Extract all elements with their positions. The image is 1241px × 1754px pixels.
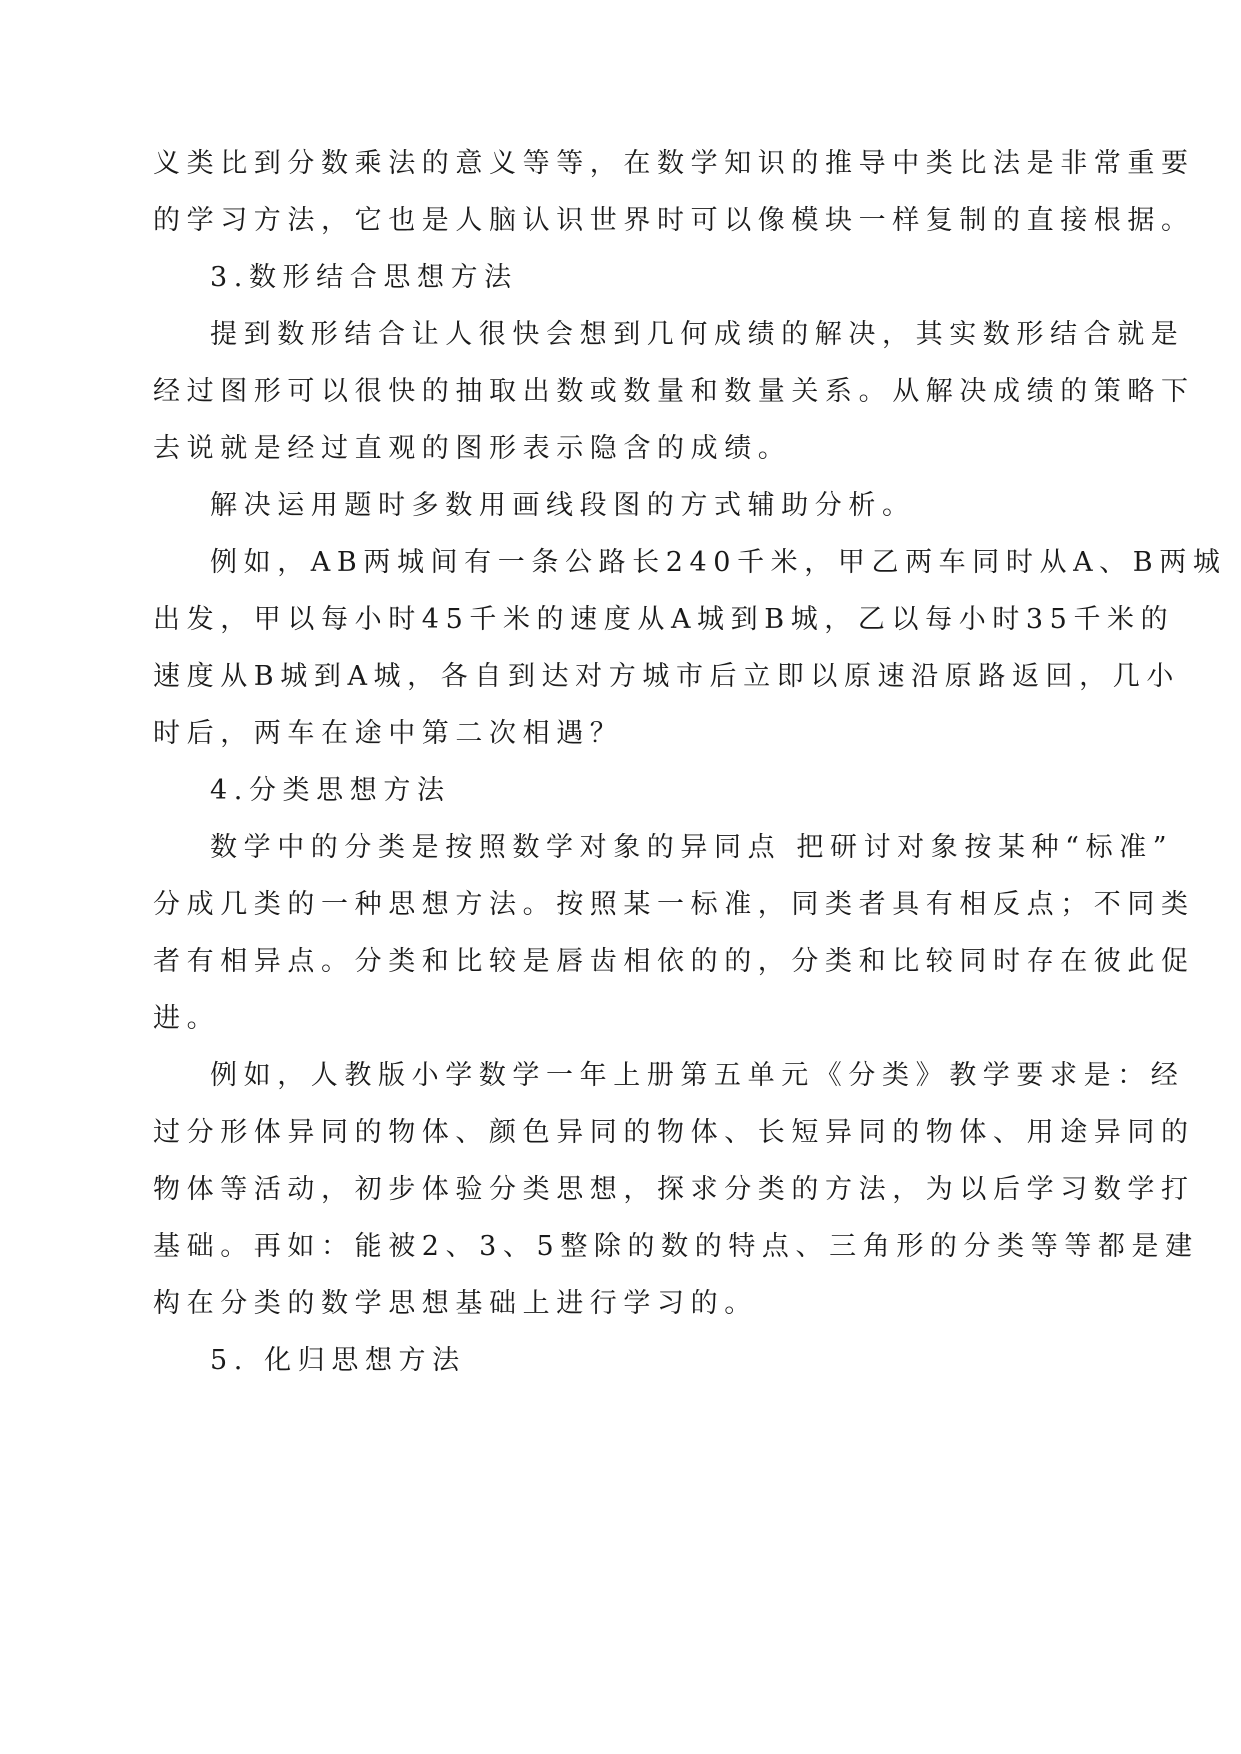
text-line: 时后，两车在途中第二次相遇？	[153, 718, 624, 749]
text-line: 数学中的分类是按照数学对象的异同点 把研讨对象按某种“标准”	[210, 832, 1174, 863]
text-line: 速度从B城到A城，各自到达对方城市后立即以原速沿原路返回，几小	[153, 661, 1180, 692]
section-heading: 3.数形结合思想方法	[210, 262, 518, 293]
text-line: 解决运用题时多数用画线段图的方式辅助分析。	[210, 490, 916, 521]
text-line: 者有相异点。分类和比较是唇齿相依的的，分类和比较同时存在彼此促	[153, 946, 1195, 977]
text-line: 经过图形可以很快的抽取出数或数量和数量关系。从解决成绩的策略下	[153, 376, 1195, 407]
text-line: 物体等活动，初步体验分类思想，探求分类的方法，为以后学习数学打	[153, 1174, 1195, 1205]
section-heading: 4.分类思想方法	[210, 775, 451, 806]
text-line: 构在分类的数学思想基础上进行学习的。	[153, 1288, 758, 1319]
text-line: 出发，甲以每小时45千米的速度从A城到B城，乙以每小时35千米的	[153, 604, 1175, 635]
text-line: 例如，AB两城间有一条公路长240千米，甲乙两车同时从A、B两城	[210, 547, 1227, 578]
text-line: 分成几类的一种思想方法。按照某一标准，同类者具有相反点；不同类	[153, 889, 1195, 920]
text-line: 例如，人教版小学数学一年上册第五单元《分类》教学要求是：经	[210, 1060, 1185, 1091]
text-line: 去说就是经过直观的图形表示隐含的成绩。	[153, 433, 792, 464]
section-heading: 5. 化归思想方法	[210, 1345, 466, 1376]
text-line: 基础。再如：能被2、3、5整除的数的特点、三角形的分类等等都是建	[153, 1231, 1199, 1262]
text-line: 义类比到分数乘法的意义等等，在数学知识的推导中类比法是非常重要	[153, 148, 1195, 179]
text-line: 过分形体异同的物体、颜色异同的物体、长短异同的物体、用途异同的	[153, 1117, 1195, 1148]
text-line: 提到数形结合让人很快会想到几何成绩的解决，其实数形结合就是	[210, 319, 1185, 350]
text-line: 的学习方法，它也是人脑认识世界时可以像模块一样复制的直接根据。	[153, 205, 1195, 236]
text-line: 进。	[153, 1003, 221, 1034]
